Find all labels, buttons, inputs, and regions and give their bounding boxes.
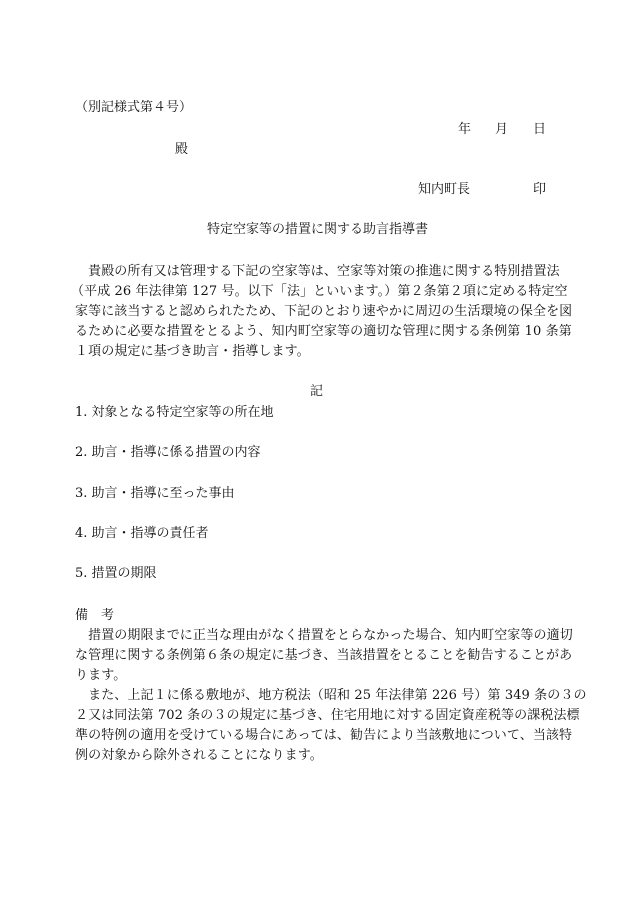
issuer-title: 知内町長 bbox=[418, 182, 471, 197]
remarks-heading: 備 考 bbox=[75, 608, 115, 623]
item-deadline: 5. 措置の期限 bbox=[75, 566, 157, 581]
remarks-line: 例の対象から除外されることになります。 bbox=[75, 748, 323, 763]
document-title: 特定空家等の措置に関する助言指導書 bbox=[207, 222, 429, 237]
remarks-line: ります。 bbox=[75, 668, 127, 683]
body-line: 家等に該当すると認められたため、下記のとおり速やかに周辺の生活環境の保全を図 bbox=[75, 304, 573, 319]
remarks-line: な管理に関する条例第６条の規定に基づき、当該措置をとることを勧告することがあ bbox=[75, 648, 573, 663]
date-month: 月 bbox=[495, 122, 509, 137]
date-year: 年 bbox=[458, 122, 472, 137]
form-label: （別記様式第４号） bbox=[75, 100, 193, 115]
item-reason: 3. 助言・指導に至った事由 bbox=[75, 486, 235, 501]
body-line: るために必要な措置をとるよう、知内町空家等の適切な管理に関する条例第 10 条第 bbox=[75, 324, 572, 339]
body-line: （平成 26 年法律第 127 号。以下「法」といいます。）第２条第２項に定める特定空 bbox=[71, 284, 568, 299]
item-responsible: 4. 助言・指導の責任者 bbox=[75, 526, 209, 541]
remarks-paragraph-2 bbox=[75, 686, 587, 766]
remarks-line: 措置の期限までに正当な理由がなく措置をとらなかった場合、知内町空家等の適切 bbox=[75, 628, 573, 643]
body-line: 貴殿の所有又は管理する下記の空家等は、空家等対策の推進に関する特別措置法 bbox=[75, 264, 560, 279]
remarks-line: 準の特例の適用を受けている場合にあっては、勧告により当該敷地について、当該特 bbox=[75, 728, 573, 743]
item-measures: 2. 助言・指導に係る措置の内容 bbox=[75, 445, 261, 460]
addressee-suffix: 殿 bbox=[175, 142, 189, 157]
date-day: 日 bbox=[533, 122, 547, 137]
remarks-line: ２又は同法第 702 条の３の規定に基づき、住宅用地に対する固定資産税等の課税法標 bbox=[75, 708, 580, 723]
body-paragraph bbox=[71, 262, 573, 362]
remarks-paragraph-1 bbox=[75, 626, 573, 686]
item-location: 1. 対象となる特定空家等の所在地 bbox=[75, 405, 274, 420]
body-line: １項の規定に基づき助言・指導します。 bbox=[75, 344, 310, 359]
ki-label: 記 bbox=[310, 384, 324, 399]
issuer-seal: 印 bbox=[533, 182, 547, 197]
remarks-line: また、上記１に係る敷地が、地方税法（昭和 25 年法律第 226 号）第 349 条の３の bbox=[75, 688, 587, 703]
